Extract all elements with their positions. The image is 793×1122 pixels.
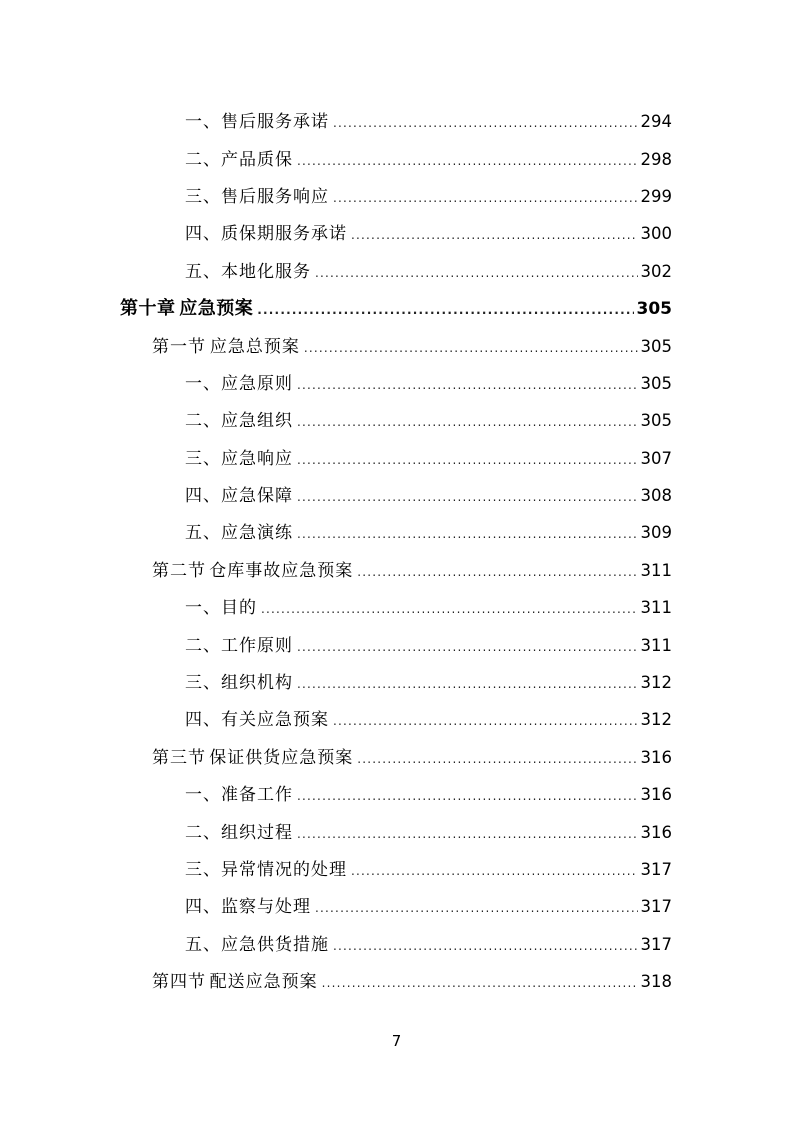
toc-entry-page: 299 — [640, 186, 672, 206]
toc-entry-title: 保证供货应急预案 — [209, 747, 354, 768]
toc-entry-page: 317 — [640, 897, 672, 917]
toc-entry-title: 组织过程 — [221, 822, 293, 843]
toc-entry[interactable] — [0, 138, 793, 175]
toc-dot-leader — [297, 527, 638, 541]
toc-dot-leader — [333, 714, 638, 728]
toc-entry-line — [185, 406, 672, 431]
toc-dot-leader — [297, 490, 638, 504]
toc-dot-leader — [322, 976, 638, 990]
toc-entry[interactable] — [0, 737, 793, 774]
toc-entry-number: 三、 — [185, 860, 221, 880]
toc-entry-title: 应急响应 — [221, 448, 293, 469]
toc-entry-title: 售后服务承诺 — [221, 112, 329, 133]
toc-entry[interactable] — [0, 176, 793, 213]
toc-entry-line — [185, 855, 672, 880]
toc-entry[interactable] — [0, 475, 793, 512]
toc-entry[interactable] — [0, 363, 793, 400]
toc-entry[interactable] — [0, 811, 793, 848]
toc-entry[interactable] — [0, 587, 793, 624]
toc-entry[interactable] — [0, 624, 793, 661]
toc-entry[interactable] — [0, 512, 793, 549]
toc-entry-number: 四、 — [185, 486, 221, 507]
toc-entry-page: 312 — [640, 673, 672, 693]
toc-entry-number: 第十章 — [120, 297, 176, 319]
toc-dot-leader — [297, 827, 638, 841]
toc-entry[interactable] — [0, 924, 793, 961]
toc-entry-line — [152, 967, 672, 992]
toc-entry-page: 305 — [636, 298, 672, 319]
toc-entry-number: 二、 — [185, 822, 221, 843]
toc-dot-leader — [351, 864, 638, 878]
toc-entry[interactable] — [0, 886, 793, 923]
toc-entry-title: 应急组织 — [221, 411, 293, 432]
toc-entry-title: 配送应急预案 — [209, 972, 318, 993]
toc-entry-title: 组织机构 — [221, 673, 293, 694]
toc-entry[interactable] — [0, 849, 793, 886]
toc-entry-page: 317 — [640, 934, 672, 954]
toc-entry-title: 应急保障 — [221, 486, 293, 507]
toc-entry-page: 298 — [640, 149, 672, 169]
toc-entry[interactable] — [0, 774, 793, 811]
toc-entry-page: 300 — [640, 224, 672, 244]
toc-entry-line — [185, 631, 672, 656]
toc-entry-line — [185, 780, 672, 805]
toc-entry[interactable] — [0, 251, 793, 288]
toc-entry-number: 四、 — [185, 224, 221, 245]
toc-entry-title: 售后服务响应 — [221, 186, 329, 207]
toc-entry-line — [185, 444, 672, 469]
toc-dot-leader — [304, 341, 638, 355]
toc-entry-line — [185, 182, 672, 207]
toc-entry-title: 本地化服务 — [221, 261, 311, 282]
toc-entry[interactable] — [0, 662, 793, 699]
toc-entry-line — [152, 556, 672, 581]
toc-entry-title: 工作原则 — [221, 635, 293, 656]
toc-entry-line — [185, 257, 672, 282]
toc-entry-title: 质保期服务承诺 — [221, 224, 347, 245]
toc-entry-page: 311 — [640, 560, 672, 580]
toc-dot-leader — [297, 789, 638, 803]
toc-entry-line — [185, 518, 672, 543]
toc-entry-page: 317 — [640, 860, 672, 879]
toc-entry-number: 第四节 — [152, 972, 206, 993]
toc-entry[interactable] — [0, 288, 793, 325]
toc-entry-number: 三、 — [185, 186, 221, 207]
toc-entry[interactable] — [0, 101, 793, 138]
toc-entry-number: 二、 — [185, 149, 221, 170]
toc-entry-page: 302 — [640, 261, 672, 281]
toc-entry-line — [185, 369, 672, 394]
toc-dot-leader — [315, 901, 638, 915]
toc-dot-leader — [333, 116, 638, 130]
toc-entry[interactable] — [0, 550, 793, 587]
toc-entry-page: 294 — [640, 112, 672, 132]
toc-entry-line — [152, 332, 672, 357]
toc-entry-number: 第三节 — [152, 747, 206, 768]
toc-dot-leader — [357, 565, 637, 579]
toc-entry-page: 307 — [640, 448, 672, 468]
page-number: 7 — [391, 1032, 402, 1050]
toc-entry-title: 应急总预案 — [209, 336, 300, 357]
toc-dot-leader — [297, 415, 638, 429]
toc-dot-leader — [315, 266, 638, 280]
toc-entry-line — [185, 705, 672, 730]
toc-entry-line — [185, 593, 672, 618]
toc-entry[interactable] — [0, 325, 793, 362]
toc-entry-title: 监察与处理 — [221, 897, 311, 918]
toc-entry-line — [185, 668, 672, 693]
toc-entry-page: 318 — [640, 972, 672, 992]
toc-entry-number: 二、 — [185, 635, 221, 656]
toc-entry-title: 仓库事故应急预案 — [209, 560, 354, 581]
toc-entry-page: 316 — [640, 747, 672, 767]
toc-entry-line — [185, 145, 672, 170]
toc-entry-title: 产品质保 — [221, 149, 293, 170]
toc-dot-leader — [297, 378, 638, 392]
toc-dot-leader — [357, 752, 637, 766]
toc-entry-page: 309 — [640, 523, 672, 543]
toc-dot-leader — [333, 939, 638, 953]
toc-entry-page: 312 — [640, 710, 672, 730]
toc-entry-number: 三、 — [185, 673, 221, 694]
toc-entry-number: 一、 — [185, 785, 221, 806]
toc-entry-title: 有关应急预案 — [221, 710, 329, 731]
toc-entry-number: 一、 — [185, 598, 221, 619]
toc-entry-number: 二、 — [185, 411, 221, 432]
toc-entry-line — [120, 294, 672, 320]
toc-entry-page: 316 — [640, 822, 672, 842]
toc-entry-line — [185, 107, 672, 132]
toc-entry[interactable] — [0, 400, 793, 437]
toc-entry[interactable] — [0, 699, 793, 736]
toc-entry-title: 应急预案 — [179, 297, 254, 319]
toc-dot-leader — [297, 154, 638, 168]
toc-entry-line — [185, 930, 672, 955]
toc-entry-title: 应急供货措施 — [221, 934, 329, 955]
toc-dot-leader — [297, 453, 638, 467]
toc-entry-title: 目的 — [221, 598, 257, 619]
toc-entry-number: 第二节 — [152, 560, 206, 581]
toc-entry-line — [185, 219, 672, 244]
toc-entry-number: 一、 — [185, 373, 221, 394]
toc-entry-page: 308 — [640, 486, 672, 506]
toc-entry-line — [185, 818, 672, 843]
toc-entry-title: 应急原则 — [221, 373, 293, 394]
toc-entry-number: 四、 — [185, 710, 221, 731]
toc-dot-leader — [297, 640, 638, 654]
toc-entry-page: 311 — [640, 598, 672, 618]
toc-entry-number: 五、 — [185, 261, 221, 282]
toc-entry-title: 准备工作 — [221, 785, 293, 806]
toc-entry-line — [185, 481, 672, 506]
toc-entry-title: 应急演练 — [221, 523, 293, 544]
table-of-contents — [0, 101, 793, 998]
toc-entry-page: 305 — [640, 411, 672, 431]
toc-entry-page: 305 — [640, 336, 672, 356]
toc-entry-number: 五、 — [185, 934, 221, 955]
toc-dot-leader — [297, 677, 638, 691]
toc-dot-leader — [333, 191, 638, 205]
toc-entry-number: 四、 — [185, 897, 221, 918]
toc-dot-leader — [261, 602, 638, 616]
toc-entry-number: 第一节 — [152, 336, 206, 357]
toc-entry[interactable] — [0, 961, 793, 998]
toc-dot-leader — [257, 303, 633, 317]
toc-entry-number: 三、 — [185, 448, 221, 469]
toc-entry-page: 311 — [640, 635, 672, 655]
toc-entry[interactable] — [0, 438, 793, 475]
toc-entry-title: 异常情况的处理 — [221, 860, 347, 880]
toc-entry-line — [185, 892, 672, 917]
toc-dot-leader — [351, 228, 638, 242]
toc-entry-number: 一、 — [185, 112, 221, 133]
toc-entry[interactable] — [0, 213, 793, 250]
toc-entry-page: 316 — [640, 785, 672, 805]
toc-entry-number: 五、 — [185, 523, 221, 544]
toc-entry-line — [152, 743, 672, 768]
toc-entry-page: 305 — [640, 373, 672, 393]
